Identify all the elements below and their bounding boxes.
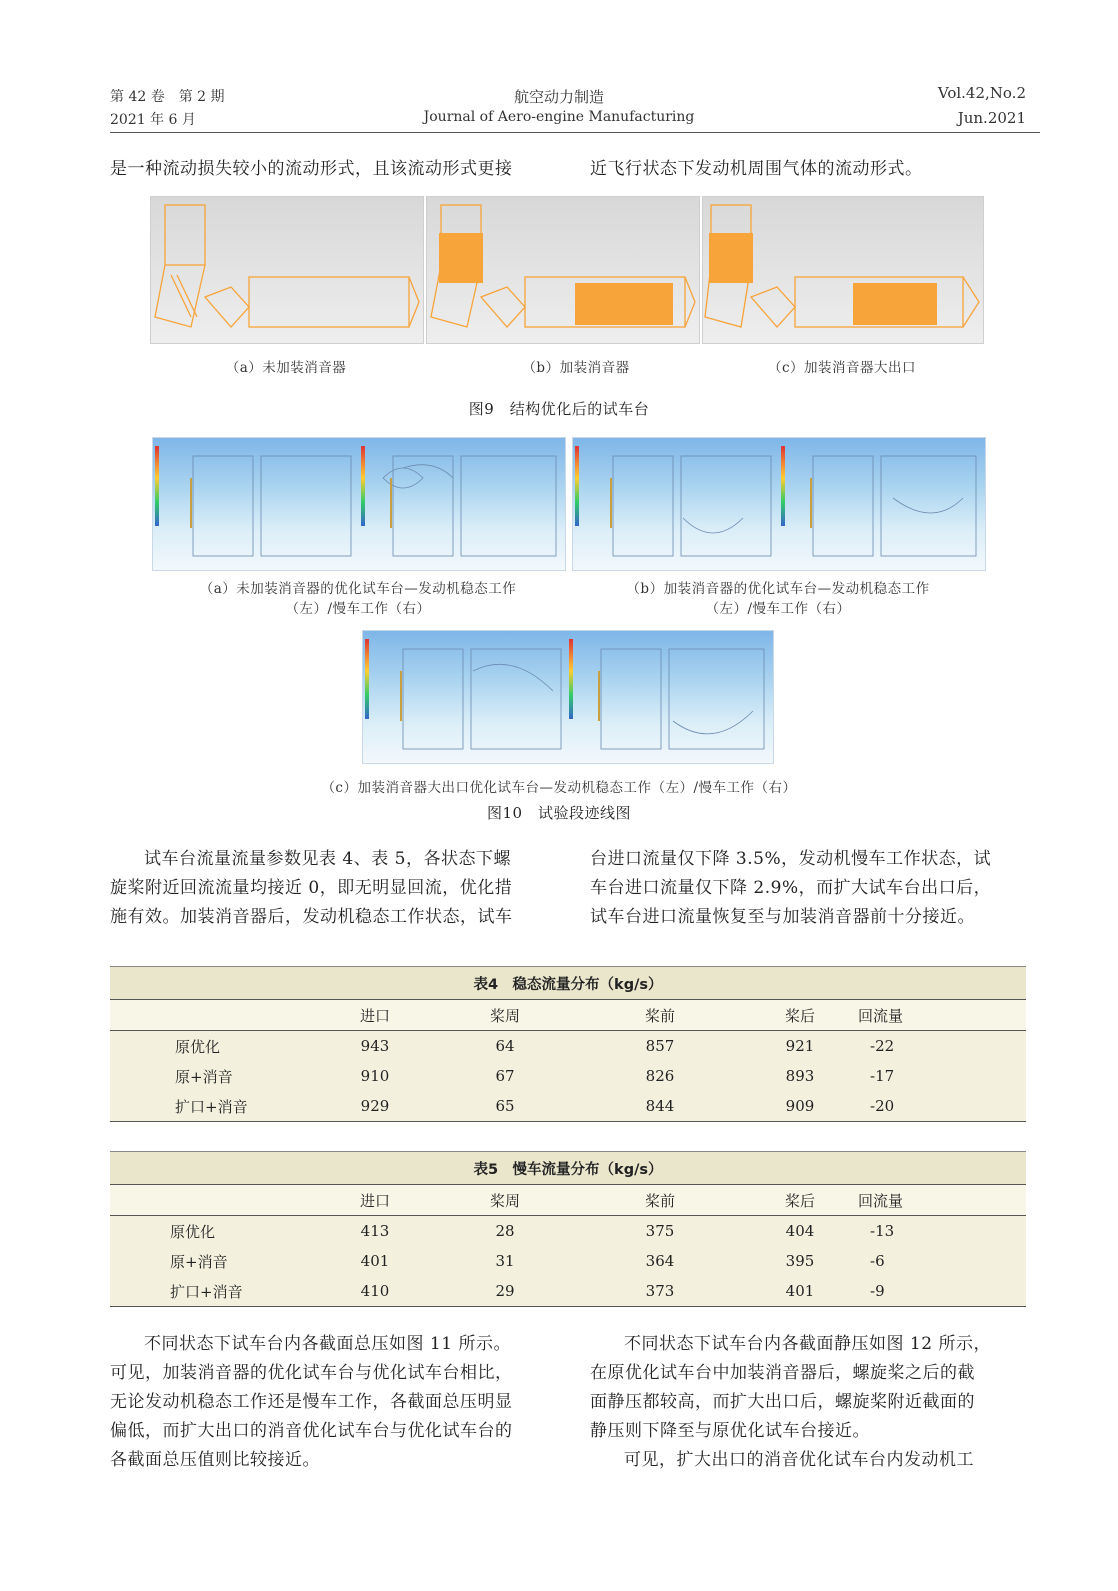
para1-left-line: 旋桨附近回流流量均接近 0，即无明显回流，优化措 [110, 878, 513, 898]
table-cell: 原优化 [110, 1216, 310, 1247]
header-date: 2021 年 6 月 [110, 112, 196, 128]
fig10a-caption-line1: （a）未加装消音器的优化试车台—发动机稳态工作 [199, 581, 517, 597]
table-cell: 943 [310, 1031, 440, 1062]
table-cell: 893 [750, 1061, 850, 1091]
table-cell: 65 [440, 1091, 570, 1122]
table4-header: 进口 [310, 1000, 440, 1031]
table-cell: 28 [440, 1216, 570, 1247]
fig10a-image [152, 437, 566, 571]
table-cell: -22 [850, 1031, 1026, 1062]
table4-header: 回流量 [850, 1000, 1026, 1031]
table-cell: 844 [570, 1091, 750, 1122]
table-row [110, 1061, 1026, 1091]
para2-right-line: 静压则下降至与原优化试车台接近。 [590, 1421, 870, 1441]
table-cell: -17 [850, 1061, 1026, 1091]
header-rule [110, 132, 1040, 133]
fig10b-caption-line2: （左）/慢车工作（右） [705, 601, 851, 617]
para2-right-line: 不同状态下试车台内各截面静压如图 12 所示， [624, 1334, 991, 1354]
fig9c-caption: （c）加装消音器大出口 [767, 360, 917, 376]
para1-right-line: 试车台进口流量恢复至与加装消音器前十分接近。 [590, 907, 975, 927]
para1-left-line: 施有效。加装消音器后，发动机稳态工作状态，试车 [110, 907, 513, 927]
table-cell: 扩口+消音 [110, 1276, 310, 1307]
table5-header: 桨周 [440, 1185, 570, 1216]
table-cell: 910 [310, 1061, 440, 1091]
table4-header: 桨后 [750, 1000, 850, 1031]
table-cell: -9 [850, 1276, 1026, 1307]
fig10b-caption-line1: （b）加装消音器的优化试车台—发动机稳态工作 [626, 581, 930, 597]
table-cell: 921 [750, 1031, 850, 1062]
para2-right [590, 1330, 1030, 1475]
para1-right-line: 车台进口流量仅下降 2.9%，而扩大试车台出口后， [590, 878, 992, 898]
para2-left-line: 偏低，而扩大出口的消音优化试车台与优化试车台的 [110, 1421, 513, 1441]
table-cell: 404 [750, 1216, 850, 1247]
para1-right [590, 845, 1030, 932]
table5-header: 进口 [310, 1185, 440, 1216]
journal-title-cn: 航空动力制造 [513, 88, 604, 106]
table-cell: 364 [570, 1246, 750, 1276]
journal-title-en: Journal of Aero-engine Manufacturing [423, 109, 695, 125]
table-cell: 373 [570, 1276, 750, 1307]
table-cell: 413 [310, 1216, 440, 1247]
table4 [110, 966, 1026, 1122]
table-row [110, 1031, 1026, 1062]
table-cell: 401 [750, 1276, 850, 1307]
table-cell: 909 [750, 1091, 850, 1122]
table-cell: -6 [850, 1246, 1026, 1276]
fig9b-caption: （b）加装消音器 [522, 360, 630, 376]
fig10c-image [362, 630, 774, 764]
table-cell: 64 [440, 1031, 570, 1062]
table4-title: 表4 稳态流量分布（kg/s） [110, 967, 1026, 1000]
fig9b-image [426, 196, 700, 344]
table5-header: 桨前 [570, 1185, 750, 1216]
fig10c-caption: （c）加装消音器大出口优化试车台—发动机稳态工作（左）/慢车工作（右） [321, 780, 797, 796]
table-cell: 扩口+消音 [110, 1091, 310, 1122]
table-cell: 原+消音 [110, 1061, 310, 1091]
body-text-left-top: 是一种流动损失较小的流动形式，且该流动形式更接 [110, 159, 513, 179]
table-cell: 857 [570, 1031, 750, 1062]
fig9a-image [150, 196, 424, 344]
table-cell: 375 [570, 1216, 750, 1247]
fig10-title: 图10 试验段迹线图 [486, 804, 632, 822]
table-cell: 31 [440, 1246, 570, 1276]
body-text-right-top: 近飞行状态下发动机周围气体的流动形式。 [590, 159, 923, 179]
para2-left-line: 无论发动机稳态工作还是慢车工作，各截面总压明显 [110, 1392, 513, 1412]
table-cell: 67 [440, 1061, 570, 1091]
table-row [110, 1246, 1026, 1276]
fig9a-caption: （a）未加装消音器 [225, 360, 347, 376]
table-cell: 原+消音 [110, 1246, 310, 1276]
table-cell: 401 [310, 1246, 440, 1276]
table-row [110, 1276, 1026, 1307]
para1-right-line: 台进口流量仅下降 3.5%，发动机慢车工作状态，试 [590, 849, 992, 869]
table4-header [110, 1000, 310, 1031]
table-cell: 410 [310, 1276, 440, 1307]
table-cell: 29 [440, 1276, 570, 1307]
table-cell: 826 [570, 1061, 750, 1091]
table-row [110, 1091, 1026, 1122]
header-vol-en: Vol.42,No.2 [937, 84, 1026, 102]
para2-left-line: 可见，加装消音器的优化试车台与优化试车台相比， [110, 1363, 513, 1383]
table5-header: 回流量 [850, 1185, 1026, 1216]
para2-right-line: 在原优化试车台中加装消音器后，螺旋桨之后的截 [590, 1363, 975, 1383]
para1-left [110, 845, 550, 932]
table5 [110, 1151, 1026, 1307]
header-date-en: Jun.2021 [957, 109, 1026, 127]
para2-right-line: 可见，扩大出口的消音优化试车台内发动机工 [624, 1450, 974, 1470]
table-cell: -13 [850, 1216, 1026, 1247]
table-cell: 929 [310, 1091, 440, 1122]
table5-title: 表5 慢车流量分布（kg/s） [110, 1152, 1026, 1185]
table-cell: 原优化 [110, 1031, 310, 1062]
table-row [110, 1216, 1026, 1247]
para1-left-line: 试车台流量流量参数见表 4、表 5，各状态下螺 [144, 849, 511, 869]
para2-left [110, 1330, 550, 1475]
para2-left-line: 不同状态下试车台内各截面总压如图 11 所示。 [144, 1334, 511, 1354]
table5-header [110, 1185, 310, 1216]
fig10a-caption-line2: （左）/慢车工作（右） [285, 601, 431, 617]
para2-left-line: 各截面总压值则比较接近。 [110, 1450, 320, 1470]
fig10b-image [572, 437, 986, 571]
table-cell: -20 [850, 1091, 1026, 1122]
table4-header: 桨周 [440, 1000, 570, 1031]
fig9c-image [702, 196, 984, 344]
table4-header: 桨前 [570, 1000, 750, 1031]
table5-header: 桨后 [750, 1185, 850, 1216]
header-volume: 第 42 卷 第 2 期 [110, 89, 225, 105]
para2-right-line: 面静压都较高，而扩大出口后，螺旋桨附近截面的 [590, 1392, 975, 1412]
fig9-title: 图9 结构优化后的试车台 [468, 400, 650, 418]
table-cell: 395 [750, 1246, 850, 1276]
